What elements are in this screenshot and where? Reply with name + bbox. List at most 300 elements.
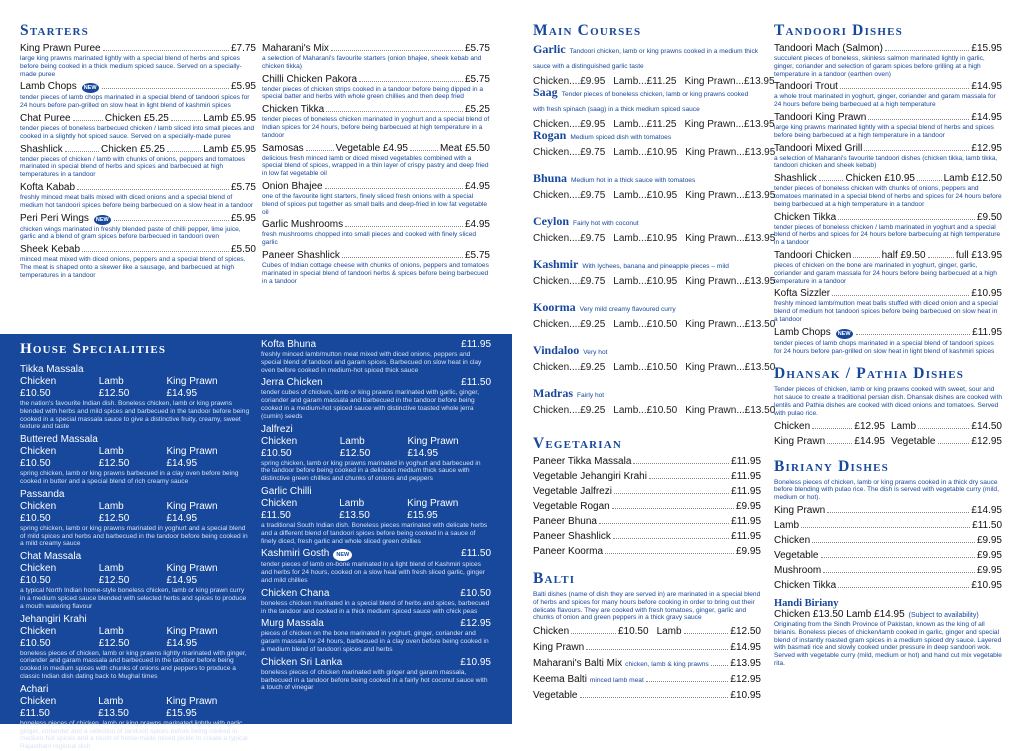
item-price: Lamb £12.50 [339,435,371,459]
dot-leader [612,508,734,509]
item-price: £12.95 [730,674,761,686]
right-panel [512,0,1024,724]
item-name: Kofta Bhuna [261,339,317,350]
menu-item [774,112,1002,140]
item-price: Chicken £10.50 [20,376,57,399]
dhansak-heading: Dhansak / Pathia Dishes [774,365,965,383]
menu-item [262,104,490,139]
item-name: Kofta Sizzler [774,288,831,300]
balti-item [533,690,761,702]
item-price: £9.95 [735,546,761,557]
main-course-item [533,257,776,298]
biriany-item [774,520,1002,532]
main-courses-list [533,42,776,427]
house-item [261,424,491,483]
item-price-secondary: Vegetable £4.95 [335,142,408,154]
house-item-prices [20,563,250,587]
handi-price-row [774,609,1002,621]
item-name: Chicken Tikka [262,104,325,116]
item-price: King Prawn £14.95 [166,376,218,399]
tandoori-col [774,22,1002,668]
main-course-prices [533,405,776,417]
menu-item-row [774,143,1002,155]
menu-item [262,181,490,216]
item-price: £5.75 [464,43,490,54]
house-item [261,377,491,420]
item-price: £5.75 [464,249,490,261]
item-description: tender pieces of lamb chops marinated in a special blend of tandoori spices for 24 hours before pan-grilled on slow heat in light blend of kashmiri spices [774,339,995,355]
item-price: Lamb £12.50 [943,173,1003,185]
biriany-item [774,565,1002,577]
menu-item-row [20,144,256,156]
item-name: Vegetable [533,690,578,702]
main-course-header [533,129,761,144]
item-name: Achari [20,683,49,695]
house-item-title [261,424,491,436]
item-price: £9.95 [976,534,1002,546]
left-top-panel [0,0,512,334]
item-price: £11.95 [461,339,491,350]
item-description: boneless pieces of chicken, lamb or king prawns marinated lightly with garlic, ginger, coriander and a selection of tandoori spices before being cooked in medium-hot spices and a touch of home-made mixed pickle to create a typical Rajasthani regional dish [20,719,248,751]
house-item-title [20,684,250,696]
house-item-row [261,339,491,351]
menu-item-row [262,143,490,155]
dot-leader [823,572,975,573]
dhansak-item [891,436,1002,448]
vegetarian-item [533,501,761,513]
menu-item [774,43,1002,78]
menu-item [20,213,256,242]
menu-item [20,244,256,279]
item-price: Chicken....£9.75 [533,276,606,287]
menu-item-row [262,250,490,262]
item-price: King Prawn...£13.50 [685,319,776,330]
handi-title: Handi Biriany [774,597,839,609]
dot-leader [599,523,729,524]
item-name: Vegetable Jalfrezi [533,486,612,497]
item-price: £5.75 [230,181,256,193]
house-item-row [261,588,491,600]
dhansak-row [774,436,1002,448]
house-item-title [20,364,250,376]
item-price: £9.50 [976,211,1002,223]
biriany-heading: Biriany Dishes [774,457,889,475]
item-price: King Prawn...£13.95 [685,233,776,244]
handi-prices: Chicken £13.50 Lamb £14.95 [774,608,905,620]
main-course-prices [533,276,776,288]
item-name: Vindaloo [533,343,580,357]
vegetarian-item [533,456,761,468]
item-name: Lamb [774,519,800,531]
item-description: a selection of Maharani's favourite starters (onion bhajee, sheek kebab and chicken tikka) [262,55,482,70]
dot-leader [633,463,729,464]
handi-note: (Subject to availability) [908,611,979,619]
item-name: Garlic Chilli [261,485,312,497]
menu-item [774,81,1002,109]
house-item [20,684,250,751]
house-item-prices [20,446,250,470]
dot-leader [605,553,734,554]
item-price: £14.95 [971,81,1002,93]
item-info: Tandoori chicken, lamb or king prawns cooked in a medium thick sauce with a distinguished garlic taste [533,48,759,70]
menu-item-row [20,213,256,226]
item-name: Onion Bhajee [262,180,323,192]
item-description: tender pieces of boneless chicken marinated in yoghurt and a special blend of Indian spices for 24 hours, before being barbecued at high temperature in a tandoor [262,116,490,139]
item-price: King Prawn...£13.50 [685,362,776,373]
item-description: a selection of Maharani's favourite tandoori dishes (chicken tikka, lamb tikka, tandoori chicken and sheek kebab) [774,154,998,170]
item-name: Garlic Mushrooms [262,219,344,231]
menu-item [262,143,490,178]
dot-leader [646,681,729,682]
dot-leader [864,150,969,151]
item-description: freshly minced lamb/mutton meat balls stuffed with diced onion and a special blend of medium hot tandoori spices before being barbecued on slow heat in a tandoor [774,300,998,323]
main-course-header [533,344,761,359]
house-item [20,489,250,548]
item-price: £5.95 [230,81,256,93]
menu-item [774,173,1002,208]
item-price: Lamb...£10.50 [613,319,678,330]
menu-item [20,81,256,110]
item-name: Kashmiri Gosth [261,548,330,560]
starters-col-2 [262,40,490,285]
dot-leader [103,50,229,51]
dot-leader [711,665,729,666]
item-price: Chicken....£9.25 [533,319,606,330]
dot-leader [868,119,969,120]
item-name: Tandoori Mixed Grill [774,142,863,154]
menu-item [774,288,1002,323]
menu-item [774,212,1002,247]
item-price: King Prawn £15.95 [407,497,459,521]
item-price: £9.95 [976,549,1002,561]
item-info: Medium hot in a thick sauce with tomatoes [571,177,696,184]
item-price: £11.50 [461,377,491,389]
dot-leader [331,50,463,51]
starters-list-1 [20,43,256,280]
item-price: £11.95 [731,531,761,542]
menu-item-row [774,43,1002,55]
item-name: Paneer Koorma [533,546,604,557]
item-price: Lamb...£11.25 [613,76,677,87]
item-price: Lamb £12.50 [98,376,130,399]
item-price: King Prawn...£13.95 [685,276,776,287]
item-name: Vegetable [891,435,936,447]
main-course-prices [533,319,776,331]
menu-item-row [262,43,490,55]
item-price: £5.95 [230,212,256,224]
item-price: £5.25 [464,104,490,116]
item-price: King Prawn...£13.95 [684,76,775,87]
new-badge: NEW [93,214,112,226]
vegetarian-heading: Vegetarian [533,435,623,452]
item-name: Chat Puree [20,112,71,124]
vegetarian-item [533,516,761,528]
item-description: spring chicken, lamb or king prawns barbecued in a clay oven before being cooked in butter and a special blend of rich creamy sauce [20,470,239,485]
item-name: Rogan [533,128,567,142]
item-name: Tandoori Chicken [774,249,852,261]
item-price: Chicken....£9.95 [533,119,606,130]
dot-leader [345,226,463,227]
menu-item [262,43,490,71]
item-description: spring chicken, lamb or king prawns marinated in yoghurt and a special blend of mild spices and herbs and barbecued in the tandoor before being cooked in a mild creamy sauce [20,524,248,548]
house-item-title [20,551,250,563]
dot-leader [917,180,942,181]
dot-leader [649,478,729,479]
item-name: Jalfrezi [261,423,293,435]
item-info: Fairly hot with coconut [573,220,639,227]
main-course-header [533,86,761,116]
item-name: Maharani's Mix [262,43,329,54]
dot-leader [827,512,969,513]
dhansak-item [774,421,885,433]
menu-item [262,74,490,102]
tandoori-heading: Tandoori Dishes [774,22,903,39]
item-price: Lamb...£10.50 [613,405,678,416]
menu-item [774,327,1002,356]
item-price: Lamb...£10.95 [613,276,678,287]
item-description: freshly minced lamb/mutton meat mixed with diced onions, peppers and special blend of tandoori and garam spices. Barbecued on slow heat in clay oven before cooked in medium-hot spiced thick sauce [261,351,482,374]
starters-heading: Starters [20,22,89,39]
house-item-row [261,548,491,561]
house-specialities-panel [0,334,512,751]
item-price: Chicken....£9.25 [533,405,606,416]
tandoori-list [774,43,1002,355]
main-course-item [533,171,776,212]
dot-leader [586,649,728,650]
item-description: the nation's favourite Indian dish. Boneless chicken, lamb or king prawns blended with herbs and mild spices and barbecued in the tandoor before being cooked in a special massala sauce to give a distinctive fruity, creamy, sweet texture and taste [20,400,250,431]
dot-leader [801,527,970,528]
balti-heading: Balti [533,570,576,587]
house-list-2 [261,339,491,692]
new-badge: NEW [81,82,100,94]
item-price-secondary: £10.50 [617,626,649,638]
dhansak-description: Tender pieces of chicken, lamb or king prawns cooked with sweet, sour and hot sauce to create a traditional persian dish. Dhansak dishes are cooked with lentils and Pathia dishes are cooked with diced onions and tomatoes. Served with pulao rice. [774,386,1002,417]
dot-leader [918,428,969,429]
house-item [261,548,491,584]
house-item-prices [20,376,250,400]
dot-leader [77,189,229,190]
item-name-secondary: Lamb [656,626,682,638]
menu-item-row [774,250,1002,262]
item-price: King Prawn £14.95 [407,435,459,459]
item-name: Paneer Shashlick [533,531,611,542]
item-name: Shashlick [20,143,63,155]
balti-item [533,626,761,638]
item-info: Very mild creamy flavoured curry [579,306,676,313]
item-name: Kashmir [533,257,579,271]
item-description: tender pieces of boneless chicken with chunks of onions, peppers and tomatoes marinated in a special blend of herbs and spices for 24 hours before being barbecued at a high temperature in a tandoor [774,185,1002,208]
item-name: Sheek Kebab [20,244,81,256]
item-name: Garlic [533,42,566,56]
item-description: large king prawns marinated lightly with a special blend of herbs and spices before being barbecued at a high temperature in a tandoor [774,123,994,139]
item-price: Chicken £10.50 [20,563,57,587]
item-description: tender pieces of boneless barbecued chicken / lamb sliced into small pieces and cooked in a slightly hot spiced sauce. Served on a specially-made puree [20,124,255,140]
dot-leader [840,88,969,89]
item-name: Buttered Massala [20,434,98,446]
menu-item [20,144,256,179]
house-col-2 [261,336,491,692]
item-description: a whole trout marinated in yoghurt, ginger, coriander and garam massala for 24 hours before being barbecued at a high temperature [774,93,996,109]
item-description: boneless pieces of chicken, lamb or king prawns lightly marinated with ginger, coriander and garam massala and barbecued in the tandoor before being cooked in medium spices with chunks of onions and peppers to produce a classic Indian dish dating back to Mughal times [20,649,247,680]
item-name: Chicken Tikka [774,579,837,591]
house-item-prices [261,436,491,460]
balti-list [533,626,761,702]
menu-item-row [20,43,256,55]
main-course-prices [533,362,776,374]
item-price: King Prawn...£13.95 [684,119,775,130]
item-info: With lychees, banana and pineapple pieces – mild [582,263,729,270]
item-price: Lamb...£10.95 [613,190,678,201]
item-name: Paneer Tikka Massala [533,456,632,467]
item-price: £11.50 [461,548,491,560]
main-course-header [533,301,761,316]
item-info: chicken, lamb & king prawns [625,661,709,669]
vegetarian-item [533,546,761,558]
main-course-header [533,172,761,187]
item-name: Vegetable Rogan [533,501,610,512]
item-name: Tikka Massala [20,364,84,375]
dot-leader [928,257,954,258]
dot-leader [885,50,969,51]
item-description: delicious fresh minced lamb or diced mixed vegetables combined with a special blend of spices, wrapped in a thin layer of crispy pastry and deep fried in low fat vegetable oil [262,154,489,178]
item-price: £5.50 [230,244,256,256]
item-info: Fairly hot [577,392,605,399]
item-price: £11.95 [731,516,761,527]
item-price: £14.50 [971,420,1002,432]
item-name: Jerra Chicken [261,377,323,389]
item-price: Chicken....£9.25 [533,362,606,373]
new-badge: NEW [333,549,352,561]
menu-item [20,113,256,141]
item-name: Tandoori Mach (Salmon) [774,43,883,54]
dot-leader [838,219,975,220]
item-price: Chicken....£9.75 [533,233,606,244]
item-name: Tandoori King Prawn [774,111,867,123]
item-description: freshly minced meat balls mixed with diced onions and a special blend of medium hot tandoori spices before being barbecued on a slow heat in a tandoor [20,193,254,209]
item-price: King Prawn £14.95 [166,625,218,649]
item-price: King Prawn £14.95 [166,500,218,524]
item-name: Vegetable [774,549,819,561]
main-course-item [533,128,776,169]
item-description: tender pieces of lamb on-bone marinated in a light blend of Kashmiri spices and herbs for 24 hours, cooked on a slow heat with fresh sliced garlic, ginger and mild chillies [261,561,485,584]
menu-item-row [20,244,256,256]
item-name: Chicken Chana [261,587,330,599]
item-name: Bhuna [533,171,568,185]
item-price: £10.95 [971,288,1002,300]
biriany-item [774,550,1002,562]
new-badge: NEW [835,328,854,340]
main-course-header [533,215,761,230]
item-price: Lamb £12.50 [98,563,130,587]
item-price: King Prawn £14.95 [166,446,218,470]
item-price: Lamb £12.50 [98,446,130,470]
item-description: tender pieces of lamb chops marinated in a special blend of tandoori spices for 24 hours before pan-grilled on slow heat in light blend of kashmiri spices [20,94,250,110]
house-item [20,614,250,681]
main-course-prices [533,190,776,202]
dot-leader [812,428,852,429]
house-item-title [261,486,491,498]
house-item [261,657,491,692]
dot-leader [571,633,616,634]
item-name: Koorma [533,300,576,314]
item-name: Ceylon [533,214,569,228]
item-price: £14.95 [730,642,761,654]
item-name: Maharani's Balti Mix [533,658,623,670]
house-item-title [20,434,250,446]
item-description: a traditional South Indian dish. Boneless pieces marinated with delicate herbs and a different blend of tandoori spices before being cooked in a sauce of finely diced, fresh garlic and whole sliced green chillies [261,521,488,545]
house-item [20,434,250,486]
item-name: Murg Massala [261,618,324,630]
item-description: one of the favourite light starters, finely sliced fresh onions with a special blend of spices put together as small balls and deep-fried in low fat vegetable oil [262,192,488,216]
item-name: Jehangiri Krahi [20,613,87,625]
item-price: Lamb £5.95 [203,112,257,124]
main-courses-col [533,22,776,702]
item-price: King Prawn...£13.50 [685,405,776,416]
main-course-header [533,387,761,402]
main-course-item [533,386,776,427]
dot-leader [853,257,879,258]
item-price: Chicken £10.50 [20,500,57,524]
dot-leader [102,88,229,89]
item-price: Chicken £10.50 [20,625,57,649]
menu-item-row [262,181,490,193]
house-item [261,486,491,545]
item-price: £10.95 [971,579,1002,591]
item-price: full £13.95 [955,249,1003,261]
dot-leader [65,151,99,152]
item-name: Chicken [533,626,570,638]
item-price: £10.50 [460,587,491,599]
item-price: £12.95 [854,420,885,432]
dot-leader [827,443,852,444]
menu-item-row [20,81,256,94]
house-item [261,588,491,616]
menu-item [20,182,256,210]
item-price: Lamb...£11.25 [613,119,677,130]
item-price: £5.75 [464,73,490,85]
main-course-item [533,214,776,255]
dot-leader [580,697,729,698]
item-name: Passanda [20,488,65,500]
house-list-1 [20,364,250,751]
menu-item-row [262,74,490,86]
house-item-row [261,618,491,630]
item-name: King Prawn [774,435,826,447]
item-description: tender pieces of chicken strips cooked in a tandoor before being dipped in a special batter and herbs with whole green chillies and then deep fried [262,85,484,101]
dot-leader [410,150,438,151]
item-info: Medium spiced dish with tomatoes [570,134,672,141]
item-description: tender pieces of chicken / lamb with chunks of onions, peppers and tomatoes marinated in special blend of herbs and spices and barbecued at high temperatures in a tandoor [20,155,246,179]
item-name: Mushroom [774,564,822,576]
item-info: minced lamb meat [589,677,644,685]
item-name: Tandoori Trout [774,81,838,93]
dot-leader [614,493,729,494]
main-course-header [533,258,761,273]
house-item-prices [20,696,250,720]
house-item [261,339,491,374]
item-name: Paneer Shashlick [262,249,340,261]
house-col-1 [20,340,250,751]
dhansak-list [774,421,1002,448]
item-name: Shashlick [774,173,817,185]
item-price-secondary: Chicken £10.95 [845,173,915,185]
menu-item-row [20,182,256,194]
main-course-item [533,343,776,384]
item-info: Tender pieces of boneless chicken, lamb or king prawns cooked with fresh spinach (saag) in a thick medium spiced sauce [533,91,749,113]
balti-item [533,658,761,670]
menu-item-row [774,112,1002,124]
item-name: Chat Massala [20,551,82,563]
